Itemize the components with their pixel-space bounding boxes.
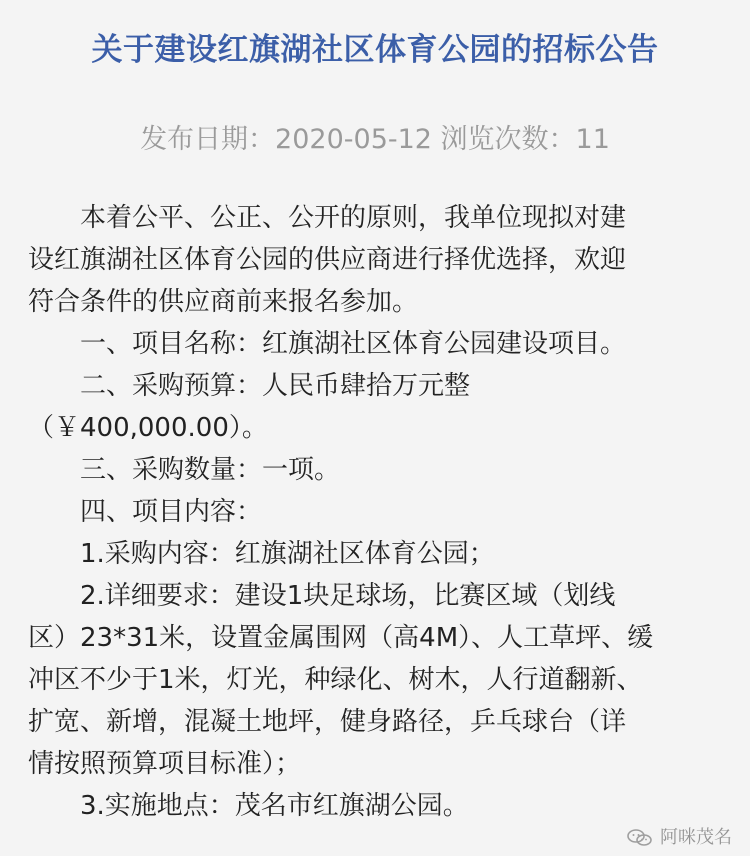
paragraph-line: 区）23*31米，设置金属围网（高4M）、人工草坪、缓: [28, 623, 654, 653]
article-body: [28, 197, 722, 827]
paragraph-line: 符合条件的供应商前来报名参加。: [28, 287, 419, 317]
publish-meta: 发布日期：2020-05-12 浏览次数：11: [140, 124, 610, 155]
paragraph-line: 冲区不少于1米，灯光，种绿化、树木，人行道翻新、: [28, 665, 643, 695]
paragraph-line: 扩宽、新增，混凝土地坪，健身路径，乒乓球台（详: [28, 707, 627, 737]
paragraph-line: 3.实施地点：茂名市红旗湖公园。: [80, 791, 469, 821]
page-title: 关于建设红旗湖社区体育公园的招标公告: [91, 32, 659, 68]
paragraph-line: 二、采购预算：人民币肆拾万元整: [80, 371, 471, 401]
wechat-icon: [626, 828, 654, 848]
paragraph-line: （￥400,000.00）。: [28, 413, 268, 443]
paragraph-line: 2.详细要求：建设1块足球场，比赛区域（划线: [80, 581, 616, 611]
paragraph-line: 四、项目内容：: [80, 497, 263, 527]
paragraph-line: 三、采购数量：一项。: [80, 455, 341, 485]
paragraph-line: 本着公平、公正、公开的原则，我单位现拟对建: [80, 203, 627, 233]
paragraph-line: 1.采购内容：红旗湖社区体育公园；: [80, 539, 495, 569]
paragraph-line: 设红旗湖社区体育公园的供应商进行择优选择，欢迎: [28, 245, 627, 275]
paragraph-line: 情按照预算项目标准）；: [28, 749, 302, 779]
watermark: [626, 826, 732, 850]
watermark-text: 阿咪茂名: [660, 827, 732, 848]
paragraph-line: 一、项目名称：红旗湖社区体育公园建设项目。: [80, 329, 627, 359]
